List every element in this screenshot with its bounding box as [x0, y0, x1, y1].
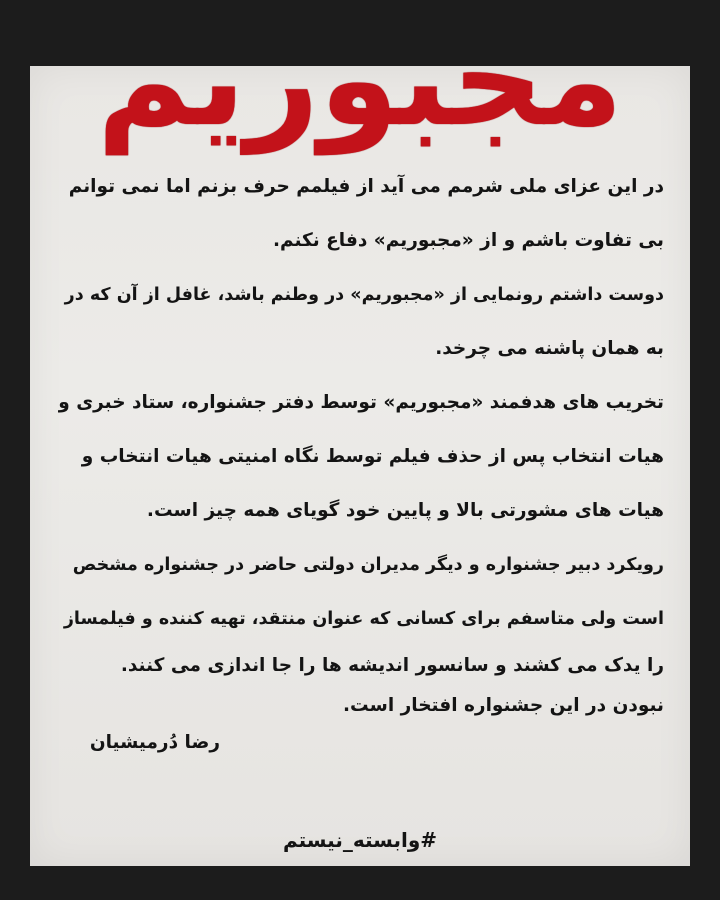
statement-line: بی تفاوت باشم و از «مجبوریم» دفاع نکنم.: [272, 230, 664, 251]
statement-line: هیات های مشورتی بالا و پایین خود گویای همه چیز است.: [146, 500, 664, 521]
statement-line: دوست داشتم رونمایی از «مجبوریم» در وطنم باشد، غافل از آن که در: [64, 285, 664, 305]
statement-line: است ولی متاسفم برای کسانی که عنوان منتقد، تهیه کننده و فیلمساز: [63, 609, 664, 629]
statement-line: در این عزای ملی شرمم می آید از فیلمم حرف بزنم اما نمی توانم: [68, 176, 664, 197]
statement-line: به همان پاشنه می چرخد.: [435, 338, 664, 359]
poster-title: مجبوریم: [96, 6, 624, 155]
statement-line: نبودن در این جشنواره افتخار است.: [343, 695, 664, 716]
statement-line: را یدک می کشند و سانسور اندیشه ها را جا اندازی می کنند.: [120, 655, 664, 676]
hashtag: #وابسته_نیستم: [282, 828, 438, 852]
statement-text: [58, 160, 664, 726]
signature: رضا دُرمیشیان: [89, 732, 220, 753]
statement-line: رویکرد دبیر جشنواره و دیگر مدیران دولتی حاضر در جشنواره مشخص: [72, 555, 664, 575]
statement-line: هیات انتخاب پس از حذف فیلم توسط نگاه امنیتی هیات انتخاب و: [81, 446, 664, 467]
statement-line: تخریب های هدفمند «مجبوریم» توسط دفتر جشنواره، ستاد خبری و: [58, 392, 664, 413]
